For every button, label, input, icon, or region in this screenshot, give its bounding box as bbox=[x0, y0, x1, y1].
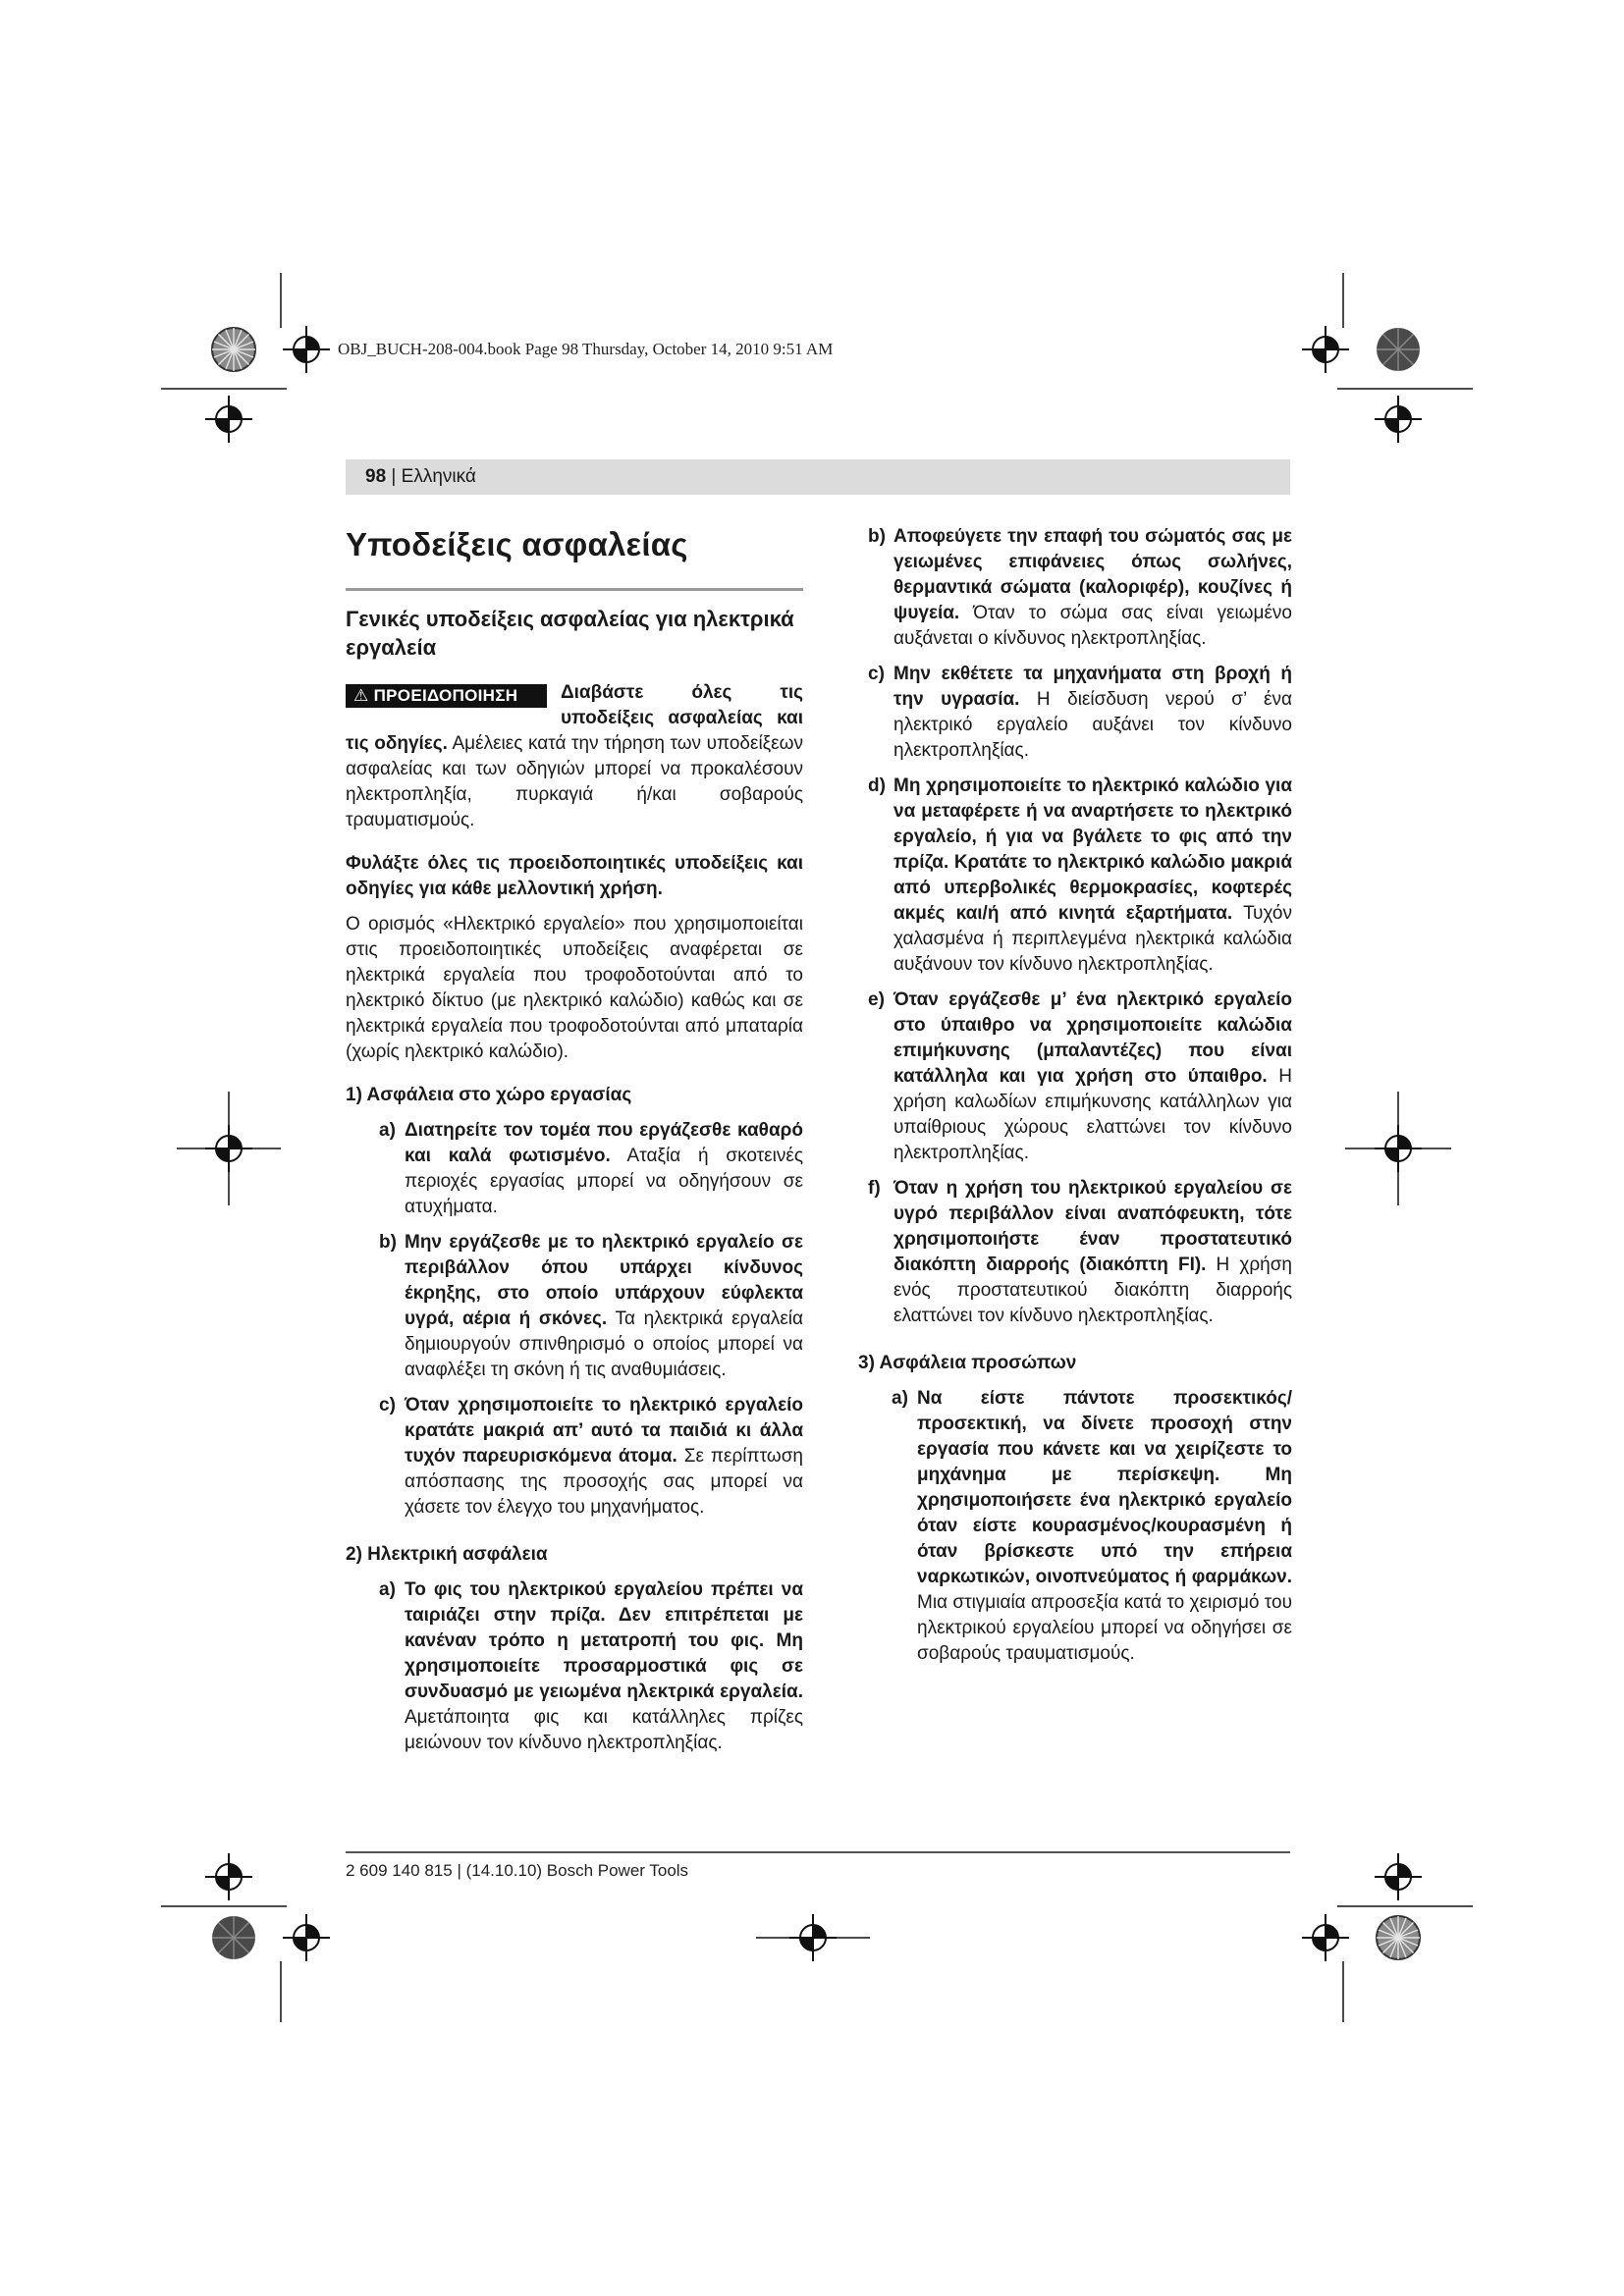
list-item: c) Μην εκθέτετε τα μηχανήματα στη βροχή ή την υγρασία. Η διείσδυση νερού σ’ ένα ηλεκτρικό εργαλείο αυξάνει τον κίνδυνο ηλεκτροπληξίας. bbox=[868, 664, 1292, 761]
list-item: f) Όταν η χρήση του ηλεκτρικού εργαλείου σε υγρό περιβάλλον είναι αναπόφευκτη, τότε χρησιμοποιήστε έναν προστατευτικό διακόπτη διαρροής (διακόπτη FI). Η χρήση ενός προστατευτικού διακόπτη διαρροής ελαττώνει τον κίνδυνο ηλεκτροπληξίας. bbox=[868, 1178, 1293, 1326]
list-item: b) Μην εργάζεσθε με το ηλεκτρικό εργαλείο σε περιβάλλον όπου υπάρχει κίνδυνος έκρηξης, στο οποίο υπάρχουν εύφλεκτα υγρά, αέρια ή σκόνες. Τα ηλεκτρικά εργαλεία δημιουργούν σπινθηρισμό ο οποίος μπορεί να αναφλέξει τη σκόνη ή τις αναθυμιάσεις. bbox=[379, 1232, 804, 1380]
page-number: 98 bbox=[365, 466, 387, 487]
section1-title: 1) Ασφάλεια στο χώρο εργασίας bbox=[346, 1085, 632, 1105]
page-header bbox=[346, 459, 1290, 495]
page-title: Υποδείξεις ασφαλείας bbox=[346, 526, 688, 562]
list-item: e) Όταν εργάζεσθε μ’ ένα ηλεκτρικό εργαλείο στο ύπαιθρο να χρησιμοποιείτε καλώδια επιμήκυνσης (μπαλαντέζες) που είναι κατάλληλα και για χρήση στο ύπαιθρο. Η χρήση καλωδίων επιμήκυνσης κατάλληλων για υπαίθριους χώρους ελαττώνει τον κίνδυνο ηλεκτροπληξίας. bbox=[868, 989, 1293, 1163]
list-item: d) Μη χρησιμοποιείτε το ηλεκτρικό καλώδιο για να μεταφέρετε ή να αναρτήσετε το ηλεκτρικό εργαλείο, ή για να βγάλετε το φις από την πρίζα. Κρατάτε το ηλεκτρικό καλώδιο μακριά από υπερβολικές θερμοκρασίες, κοφτερές ακμές και/ή από κινητά εξαρτήματα. Τυχόν χαλασμένα ή περιπλεγμένα ηλεκτρικά καλώδια αυξάνουν τον κίνδυνο ηλεκτροπληξίας. bbox=[868, 775, 1292, 975]
list-item: a) Να είστε πάντοτε προσεκτικός/προσεκτική, να δίνετε προσοχή στην εργασία που κάνετε και να χειρίζεστε το μηχάνημα με περίσκεψη. Μη χρησιμοποιήσετε ένα ηλεκτρικό εργαλείο όταν είστε κουρασμένος/κουρασμένη ή όταν βρίσκεστε υπό την επήρεια ναρκωτικών, οινοπνεύματος ή φαρμάκων. Μια στιγμιαία απροσεξία κατά το χειρισμό του ηλεκτρικού εργαλείου μπορεί να οδηγήσει σε σοβαρούς τραυματισμούς. bbox=[892, 1388, 1292, 1664]
title-divider bbox=[346, 588, 803, 591]
right-column bbox=[858, 524, 1292, 1667]
keep-instructions: Φυλάξτε όλες τις προειδοποιητικές υποδείξεις και οδηγίες για κάθε μελλοντική χρήση. bbox=[346, 853, 803, 899]
section3-title: 3) Ασφάλεια προσώπων bbox=[858, 1353, 1077, 1373]
left-column bbox=[346, 524, 803, 1756]
section2-title: 2) Ηλεκτρική ασφάλεια bbox=[346, 1544, 548, 1565]
definition-paragraph: Ο ορισμός «Ηλεκτρικό εργαλείο» που χρησιμοποιείται στις προειδοποιητικές υποδείξεις αναφέρεται σε ηλεκτρικά εργαλεία που τροφοδοτούνται από το ηλεκτρικό δίκτυο (με ηλεκτρικό καλώδιο) καθώς και σε ηλεκτρικά εργαλεία που τροφοδοτούνται από μπαταρία (χωρίς ηλεκτρικό καλώδιο). bbox=[346, 914, 803, 1062]
list-item: a) Το φις του ηλεκτρικού εργαλείου πρέπει να ταιριάζει στην πρίζα. Δεν επιτρέπεται με κανέναν τρόπο η μετατροπή του φις. Μη χρησιμοποιείτε προσαρμοστικά φις σε συνδυασμό με γειωμένα ηλεκτρικά εργαλεία. Αμετάποιητα φις και κατάλληλες πρίζες μειώνουν τον κίνδυνο ηλεκτροπληξίας. bbox=[379, 1579, 803, 1753]
print-info: OBJ_BUCH-208-004.book Page 98 Thursday, October 14, 2010 9:51 AM bbox=[338, 340, 834, 358]
warning-text: Αμέλειες κατά την τήρηση των υποδείξεων ασφαλείας και των οδηγιών μπορεί να προκαλέσουν ηλεκτροπληξία, πυρκαγιά ή/και σοβαρούς τραυματισμούς. bbox=[346, 733, 803, 830]
footer-divider bbox=[346, 1851, 1290, 1853]
warning-block bbox=[346, 680, 803, 833]
page-footer: 2 609 140 815 | (14.10.10) Bosch Power Tools bbox=[346, 1861, 689, 1880]
warning-bold: Διαβάστε όλες τις υποδείξεις ασφαλείας και τις οδηγίες. bbox=[346, 682, 803, 754]
header-separator: | bbox=[391, 466, 397, 487]
header-language: Ελληνικά bbox=[401, 466, 476, 487]
warning-icon: ⚠ bbox=[353, 686, 369, 705]
warning-badge: ⚠ ΠΡΟΕΙΔΟΠΟΙΗΣΗ bbox=[346, 684, 547, 708]
section-subtitle: Γενικές υποδείξεις ασφαλείας για ηλεκτρικά εργαλεία bbox=[346, 607, 794, 660]
list-item: a) Διατηρείτε τον τομέα που εργάζεσθε καθαρό και καλά φωτισμένο. Αταξία ή σκοτεινές περιοχές εργασίας μπορεί να οδηγήσουν σε ατυχήματα. bbox=[379, 1120, 804, 1217]
list-item: b) Αποφεύγετε την επαφή του σώματός σας με γειωμένες επιφάνειες όπως σωλήνες, θερμαντικά σώματα (καλοριφέρ), κουζίνες ή ψυγεία. Όταν το σώμα σας είναι γειωμένο αυξάνεται ο κίνδυνος ηλεκτροπληξίας. bbox=[868, 526, 1292, 649]
list-item: c) Όταν χρησιμοποιείτε το ηλεκτρικό εργαλείο κρατάτε μακριά απ’ αυτό τα παιδιά κι άλλα τυχόν παρευρισκόμενα άτομα. Σε περίπτωση απόσπασης της προσοχής σας μπορεί να χάσετε τον έλεγχο του μηχανήματος. bbox=[379, 1395, 803, 1518]
